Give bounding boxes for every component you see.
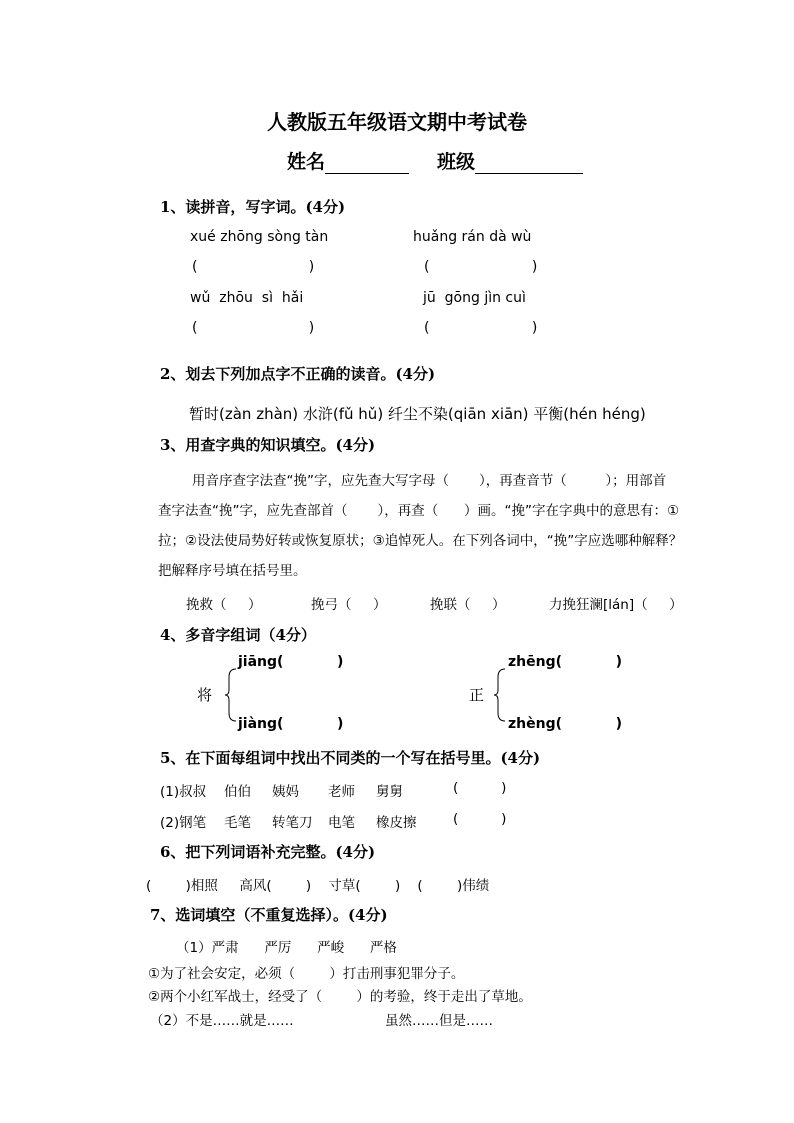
q3-para-1: 用音序查字法查“挽”字，应先查大写字母（ ），再查音节（ ）；用部首 [192,473,667,489]
q7-heading: 7、选词填空（不重复选择）。(4分) [150,906,388,924]
page-title: 人教版五年级语文期中考试卷 [267,110,527,134]
name-field [287,147,409,174]
q5-row2-answer: ( ) [453,811,507,827]
q5-row1-answer: ( ) [453,780,507,796]
q1-answer-2: ( ) [424,259,538,275]
q1-answer-4: ( ) [424,320,538,336]
q3-word-1: 挽救（ ） [186,597,262,613]
q3-para-2: 查字法查“挽”字，应先查部首（ ），再查（ ）画。“挽”字在字典中的意思有：① [158,503,680,519]
q5-row1-w2: 伯伯 [224,784,251,800]
q5-row1-w5: 舅舅 [376,784,403,800]
q4-brace-1 [224,668,238,722]
q1-pinyin-3: wǔ zhōu sì hǎi [190,290,304,306]
q1-heading: 1、读拼音，写字词。(4分) [160,198,346,216]
q3-word-4: 力挽狂澜[lán]（ ） [549,597,683,613]
q7-sentence-1: ①为了社会安定，必须（ ）打击刑事犯罪分子。 [148,966,465,982]
q4-heading: 4、多音字组词（4分） [160,626,316,644]
class-field [437,147,583,174]
q5-row1-w4: 老师 [328,784,355,800]
q7-sub2-option-2: 虽然……但是…… [385,1013,493,1029]
q4-zheng4: zhèng( ) [508,716,623,732]
name-label: 姓名 [287,151,326,173]
class-blank [475,153,583,174]
q5-row2-w1: (2)钢笔 [160,815,207,831]
q7-sentence-2: ②两个小红军战士，经受了（ ）的考验，终于走出了草地。 [148,989,532,1005]
q4-jiang4: jiàng( ) [238,716,344,732]
q4-jiang1: jiāng( ) [238,654,344,670]
q6-heading: 6、把下列词语补充完整。(4分) [160,843,376,861]
q2-line: 暂时(zàn zhàn) 水浒(fǔ hǔ) 纤尘不染(qiān xiān) 平衡(hén héng) [189,405,646,423]
name-blank [325,153,409,174]
q1-pinyin-2: huǎng rán dà wù [413,229,532,245]
q6-line: ( )相照 高风( ) 寸草( ) ( )伟绩 [146,878,490,894]
q7-sub2-option-1: （2）不是……就是…… [150,1013,294,1029]
q5-row2-w3: 转笔刀 [272,815,313,831]
q7-sub1-options: （1）严肃 严厉 严峻 严格 [176,940,397,956]
q3-para-3: 拉；②设法使局势好转或恢复原状；③追悼死人。在下列各词中，“挽”字应选哪种解释？ [158,533,683,549]
q4-char-jiang: 将 [197,686,213,704]
q5-row2-w2: 毛笔 [224,815,251,831]
q3-word-3: 挽联（ ） [430,597,506,613]
q1-pinyin-1: xué zhōng sòng tàn [190,229,329,245]
q5-heading: 5、在下面每组词中找出不同类的一个写在括号里。(4分) [160,749,541,767]
class-label: 班级 [437,151,476,173]
q4-zheng1: zhēng( ) [508,654,623,670]
q4-brace-2 [493,668,507,722]
q3-word-2: 挽弓（ ） [311,597,387,613]
q1-pinyin-4: jū gōng jìn cuì [423,290,526,306]
q2-heading: 2、划去下列加点字不正确的读音。(4分) [160,365,436,383]
q5-row2-w4: 电笔 [328,815,355,831]
q3-heading: 3、用查字典的知识填空。(4分) [160,436,376,454]
q3-para-4: 把解释序号填在括号里。 [158,563,307,579]
q4-char-zheng: 正 [469,686,485,704]
q5-row1-w1: (1)叔叔 [160,784,207,800]
q1-answer-1: ( ) [192,259,315,275]
q1-answer-3: ( ) [192,320,315,336]
q5-row1-w3: 姨妈 [272,784,299,800]
q5-row2-w5: 橡皮擦 [376,815,417,831]
